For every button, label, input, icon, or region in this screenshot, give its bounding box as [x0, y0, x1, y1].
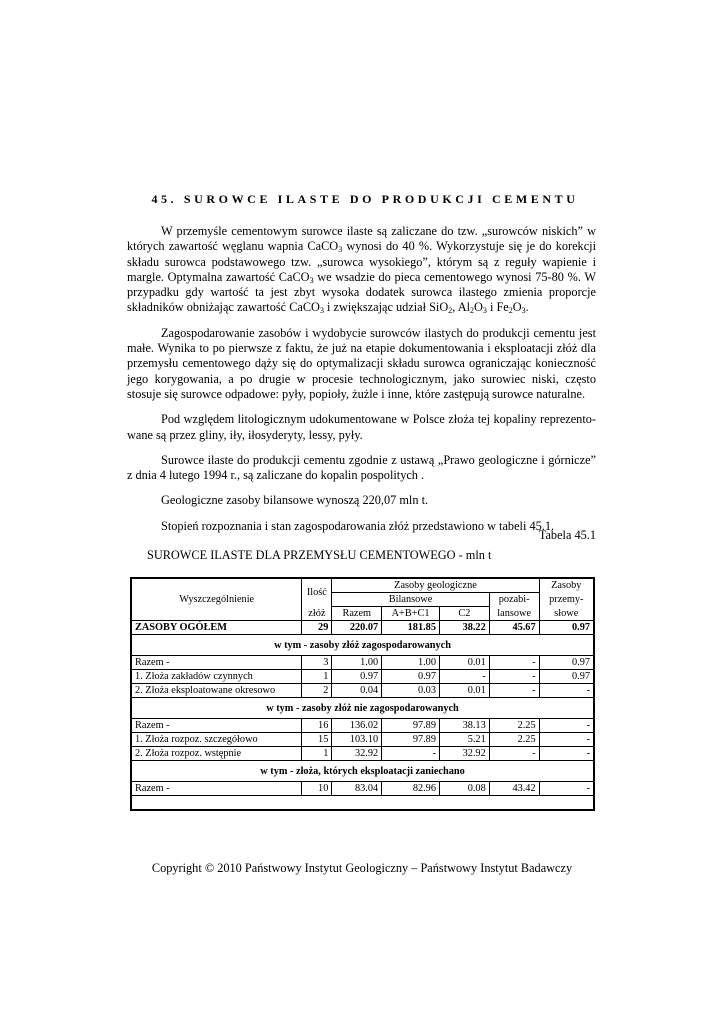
- row-offbalance: 2.25: [489, 733, 539, 747]
- row-offbalance: -: [489, 670, 539, 684]
- row-count: 16: [302, 719, 332, 733]
- table-spacer-row: [131, 796, 594, 811]
- total-label: ZASOBY OGÓŁEM: [131, 621, 302, 635]
- p1-sub-8: 3: [521, 306, 526, 316]
- row-c2: 0.01: [439, 656, 489, 670]
- paragraph-6: Stopień rozpoznania i stan zagospodarowania złóż przedstawiono w tabeli 45.1.: [161, 518, 555, 533]
- row-c2: 38.13: [439, 719, 489, 733]
- total-razem: 220.07: [332, 621, 382, 635]
- row-count: 15: [302, 733, 332, 747]
- header-balance: Bilansowe: [332, 593, 489, 607]
- p1-text-9: .: [525, 300, 529, 315]
- header-total: Razem: [332, 607, 382, 621]
- row-razem: 0.04: [332, 684, 382, 698]
- row-razem: 103.10: [332, 733, 382, 747]
- p1-sub-2: 3: [309, 275, 314, 285]
- row-industrial: 0.97: [539, 656, 594, 670]
- p1-sub-7: 2: [508, 306, 513, 316]
- p1-sub-3: 3: [319, 306, 324, 316]
- total-offbalance: 45.67: [489, 621, 539, 635]
- p1-text-7: i Fe: [486, 300, 509, 315]
- row-razem: 1.00: [332, 656, 382, 670]
- row-label: 1. Złoża rozpoz. szczegółowo: [131, 733, 302, 747]
- row-razem: 136.02: [332, 719, 382, 733]
- row-razem: 0.97: [332, 670, 382, 684]
- row-abc1: 82.96: [382, 782, 440, 796]
- p1-sub-4: 2: [448, 306, 453, 316]
- row-count: 1: [302, 670, 332, 684]
- chapter-title: 45. SUROWCE ILASTE DO PRODUKCJI CEMENTU: [151, 192, 579, 206]
- total-industrial: 0.97: [539, 621, 594, 635]
- total-count: 29: [302, 621, 332, 635]
- p1-text-5: , Al: [452, 300, 471, 315]
- header-count-2: złóż: [302, 607, 332, 621]
- section-header: [131, 761, 594, 782]
- row-abc1: -: [382, 747, 440, 761]
- total-c2: 38.22: [439, 621, 489, 635]
- row-count: 1: [302, 747, 332, 761]
- row-label: Razem -: [131, 782, 302, 796]
- row-count: 2: [302, 684, 332, 698]
- row-razem: 32.92: [332, 747, 382, 761]
- row-industrial: -: [539, 747, 594, 761]
- row-c2: -: [439, 670, 489, 684]
- section-1-title: w tym - zasoby złóż zagospodarowanych: [131, 635, 594, 656]
- row-abc1: 1.00: [382, 656, 440, 670]
- row-label: 2. Złoża rozpoz. wstępnie: [131, 747, 302, 761]
- row-c2: 0.01: [439, 684, 489, 698]
- p1-text-6: O: [474, 300, 483, 315]
- copyright-footer: Copyright © 2010 Państwowy Instytut Geologiczny – Państwowy Instytut Badawczy: [151, 861, 573, 875]
- p1-sub-5: 2: [470, 306, 475, 316]
- p1-text-3: we wsadzie do pieca cementowego wynosi 75-80 %. W przypadku gdy wartość ta jest zbyt wysoka dodatek surowca ilastego zmienia proporcje składników obniżając zawartość CaCO: [127, 269, 596, 315]
- row-label: 2. Złoża eksploatowane okresowo: [131, 684, 302, 698]
- row-count: 10: [302, 782, 332, 796]
- row-c2: 32.92: [439, 747, 489, 761]
- section-header: [131, 698, 594, 719]
- row-industrial: 0.97: [539, 670, 594, 684]
- row-industrial: -: [539, 719, 594, 733]
- paragraph-3: Pod względem litologicznym udokumentowane w Polsce złoża tej kopaliny reprezento-wane są przez gliny, iły, iłosyderyty, lessy, pyły.: [127, 412, 596, 442]
- row-offbalance: 43.42: [489, 782, 539, 796]
- table-row: [131, 782, 594, 796]
- table-row: [131, 684, 594, 698]
- p1-sub-6: 3: [482, 306, 487, 316]
- table-caption: SUROWCE ILASTE DLA PRZEMYSŁU CEMENTOWEGO - mln t: [147, 548, 492, 562]
- paragraph-4: Surowce ilaste do produkcji cementu zgodnie z ustawą „Prawo geologiczne i górnicze” z dnia 4 lutego 1994 r., są zaliczane do kopalin pospolitych .: [127, 452, 596, 483]
- row-c2: 0.08: [439, 782, 489, 796]
- row-abc1: 0.97: [382, 670, 440, 684]
- reserves-table: [130, 577, 595, 811]
- body-text: [127, 224, 596, 544]
- paragraph-2: Zagospodarowanie zasobów i wydobycie surowców ilastych do produkcji cementu jest małe. Wynika to po pierwsze z faktu, że już na etapie dokumentowania i eksploatacji złóż dla przemysłu cementowego dąży się do optymalizacji składu surowca ograniczając konieczność jego korygowania, a po drugie w procesie technologicznym, jako surowiec niski, często stosuje się surowce odpadowe: pyły, popioły, żużle i inne, które zastępują surowce naturalne.: [127, 325, 596, 401]
- p1-text-4: i zwiększając udział SiO: [323, 300, 449, 315]
- row-label: 1. Złoża zakładów czynnych: [131, 670, 302, 684]
- row-razem: 83.04: [332, 782, 382, 796]
- row-offbalance: -: [489, 684, 539, 698]
- section-header: [131, 635, 594, 656]
- table-row: [131, 747, 594, 761]
- total-abc1: 181.85: [382, 621, 440, 635]
- p1-text-1: W przemyśle cementowym surowce ilaste są zaliczane do tzw. „surowców niskich” w których zawartość węglanu wapnia CaCO: [127, 224, 596, 254]
- row-abc1: 97.89: [382, 733, 440, 747]
- table-row: [131, 719, 594, 733]
- table-row: [131, 656, 594, 670]
- header-abc1: A+B+C1: [382, 607, 440, 621]
- table-label: Tabela 45.1: [538, 528, 596, 542]
- row-label: Razem -: [131, 656, 302, 670]
- header-geo: Zasoby geologiczne: [332, 578, 539, 593]
- spacer-cell: [131, 796, 594, 811]
- table-row: [131, 670, 594, 684]
- row-offbalance: -: [489, 747, 539, 761]
- row-count: 3: [302, 656, 332, 670]
- paragraph-5: Geologiczne zasoby bilansowe wynoszą 220,07 mln t.: [161, 493, 429, 508]
- row-label: Razem -: [131, 719, 302, 733]
- header-item: Wyszczególnienie: [131, 578, 302, 621]
- header-industrial-1: Zasoby: [539, 578, 594, 593]
- paragraph-1: [127, 224, 596, 316]
- row-abc1: 0.03: [382, 684, 440, 698]
- table-row: [131, 733, 594, 747]
- header-offbalance-1: pozabi-: [489, 593, 539, 607]
- header-industrial-3: słowe: [539, 607, 594, 621]
- header-count: Ilość: [302, 578, 332, 607]
- row-industrial: -: [539, 684, 594, 698]
- p1-sub-1: 3: [338, 245, 343, 255]
- header-c2: C2: [439, 607, 489, 621]
- row-offbalance: 2.25: [489, 719, 539, 733]
- row-offbalance: -: [489, 656, 539, 670]
- section-2-title: w tym - zasoby złóż nie zagospodarowanych: [131, 698, 594, 719]
- row-c2: 5.21: [439, 733, 489, 747]
- header-row-1: [131, 578, 594, 593]
- section-3-title: w tym - złoża, których eksploatacji zaniechano: [131, 761, 594, 782]
- p1-text-2: wynosi do 40 %. Wykorzystuje się je do korekcji składu surowca podstawowego tzw. „surowca wysokiego”, którym są z reguły wapienie i margle. Optymalna zawartość CaCO: [127, 239, 596, 284]
- header-industrial-2: przemy-: [539, 593, 594, 607]
- row-abc1: 97.89: [382, 719, 440, 733]
- total-row: [131, 621, 594, 635]
- p1-text-8: O: [512, 300, 522, 315]
- row-industrial: -: [539, 733, 594, 747]
- header-offbalance-2: lansowe: [489, 607, 539, 621]
- row-industrial: -: [539, 782, 594, 796]
